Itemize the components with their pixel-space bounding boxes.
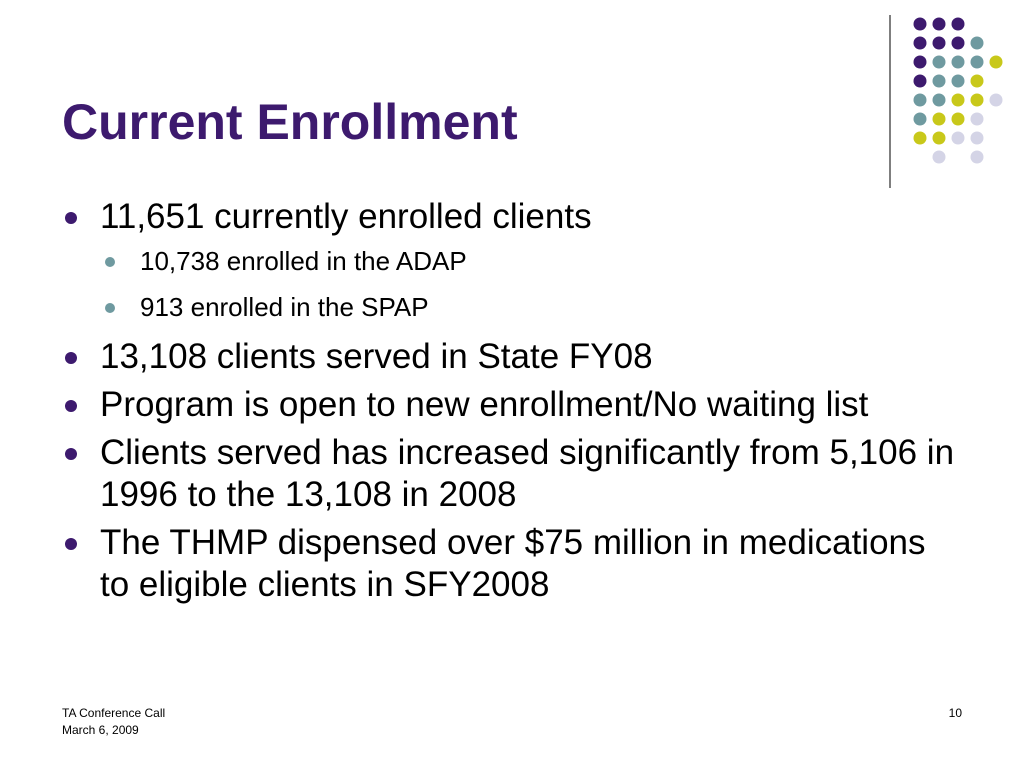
bullet-item xyxy=(62,196,962,324)
decorative-dot xyxy=(952,37,965,50)
decorative-dot xyxy=(933,18,946,31)
decorative-dot xyxy=(952,94,965,107)
bullet-text: 11,651 currently enrolled clients xyxy=(100,197,592,236)
decorative-dot xyxy=(933,94,946,107)
decorative-dot xyxy=(933,132,946,145)
decorative-dot xyxy=(971,132,984,145)
decorative-dot xyxy=(952,75,965,88)
decorative-dot xyxy=(914,56,927,69)
decorative-dot xyxy=(990,56,1003,69)
sub-bullet-item xyxy=(100,290,962,324)
decorative-dot xyxy=(914,113,927,126)
decorative-dot xyxy=(914,75,927,88)
decorative-dot xyxy=(952,132,965,145)
sub-bullet-list xyxy=(100,244,962,324)
bullet-dot-icon xyxy=(65,538,77,550)
footer-date: March 6, 2009 xyxy=(62,723,139,737)
footer-left xyxy=(62,705,165,739)
sub-bullet-dot-icon xyxy=(105,303,115,313)
decorative-dot xyxy=(971,94,984,107)
dot-grid xyxy=(914,18,1003,164)
decorative-dot xyxy=(914,37,927,50)
bullet-item xyxy=(62,336,962,378)
decorative-dot xyxy=(914,18,927,31)
slide-title: Current Enrollment xyxy=(62,94,518,150)
slide-body xyxy=(62,196,962,612)
decorative-dot xyxy=(971,75,984,88)
bullet-dot-icon xyxy=(65,400,77,412)
bullet-dot-icon xyxy=(65,212,77,224)
sub-bullet-item xyxy=(100,244,962,278)
page-number: 10 xyxy=(948,706,962,720)
decorative-dot xyxy=(990,94,1003,107)
decorative-dot xyxy=(933,75,946,88)
sub-bullet-text: 913 enrolled in the SPAP xyxy=(140,292,429,322)
decorative-dot xyxy=(914,94,927,107)
dot-grid-decoration xyxy=(880,10,1020,200)
decorative-dot xyxy=(933,37,946,50)
decorative-dot xyxy=(971,113,984,126)
bullet-dot-icon xyxy=(65,352,77,364)
decorative-dot xyxy=(952,113,965,126)
decorative-dot xyxy=(933,113,946,126)
decorative-dot xyxy=(933,151,946,164)
sub-bullet-dot-icon xyxy=(105,257,115,267)
sub-bullet-text: 10,738 enrolled in the ADAP xyxy=(140,246,467,276)
decorative-dot xyxy=(971,56,984,69)
decorative-dot xyxy=(933,56,946,69)
bullet-text: Program is open to new enrollment/No waiting list xyxy=(100,385,869,424)
decorative-dot xyxy=(971,37,984,50)
decorative-dot xyxy=(914,132,927,145)
bullet-item xyxy=(62,432,962,516)
decorative-dot xyxy=(952,18,965,31)
bullet-dot-icon xyxy=(65,448,77,460)
bullet-list xyxy=(62,196,962,606)
footer-event-name: TA Conference Call xyxy=(62,706,166,720)
bullet-text: The THMP dispensed over $75 million in medications to eligible clients in SFY2008 xyxy=(100,523,926,604)
bullet-text: Clients served has increased significantly from 5,106 in 1996 to the 13,108 in 2008 xyxy=(100,433,955,514)
bullet-item xyxy=(62,384,962,426)
decorative-dot xyxy=(952,56,965,69)
decorative-dot xyxy=(971,151,984,164)
bullet-item xyxy=(62,522,962,606)
bullet-text: 13,108 clients served in State FY08 xyxy=(100,337,653,376)
